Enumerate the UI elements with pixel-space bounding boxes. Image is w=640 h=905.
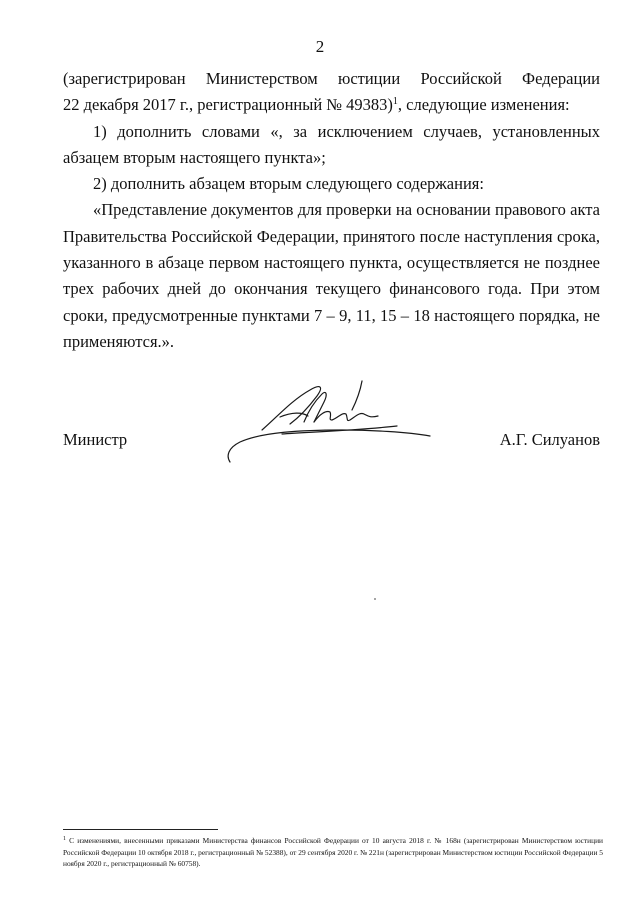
document-body [63,66,600,355]
paragraph-item-1: 1) дополнить словами «, за исключением случаев, установленных абзацем вторым настоящего пункта»; [63,121,600,167]
paragraph-registration-line2 [63,92,600,118]
footnote-reference: 1 [392,96,398,108]
paragraph-quoted-text: «Представление документов для проверки на основании правового акта Правительства Российской Федерации, принятого после наступления срока, указанного в абзаце первом настоящего пункта, осуществляется не позднее трех рабочих дней до окончания текущего финансового года. При этом сроки, предусмотренные пунктами 7 – 9, 11, 15 – 18 настоящего порядка, не применяются.». [63,200,600,351]
changes-intro-text: , следующие изменения: [397,95,570,115]
footnote-divider [63,829,218,830]
signatory-name: А.Г. Силуанов [499,430,600,449]
footnote-text: С изменениями, внесенными приказами Министерства финансов Российской Федерации от 10 августа 2018 г. № 168н (зарегистрирован Министерством юстиции Российской Федерации 10 октября 2018 г., регистрационный № 52388), от 29 сентября 2020 г. № 221н (зарегистрирован Министерством юстиции Российской Федерации 5 ноября 2020 г., регистрационный № 60758). [63,836,603,868]
page-number: 2 [315,37,325,56]
paragraph-item-2: 2) дополнить абзацем вторым следующего содержания: [93,174,484,194]
handwritten-signature [222,372,437,467]
registration-text: 22 декабря 2017 г., регистрационный № 49383) [63,95,393,115]
footnote-marker: 1 [63,836,66,842]
scan-speck [374,598,376,600]
footnote [63,835,603,870]
signatory-title: Министр [63,430,128,449]
paragraph-registration-line1 [63,66,600,92]
paragraph-registration-line1-text: (зарегистрирован Министерством юстиции Российской Федерации [63,69,600,88]
